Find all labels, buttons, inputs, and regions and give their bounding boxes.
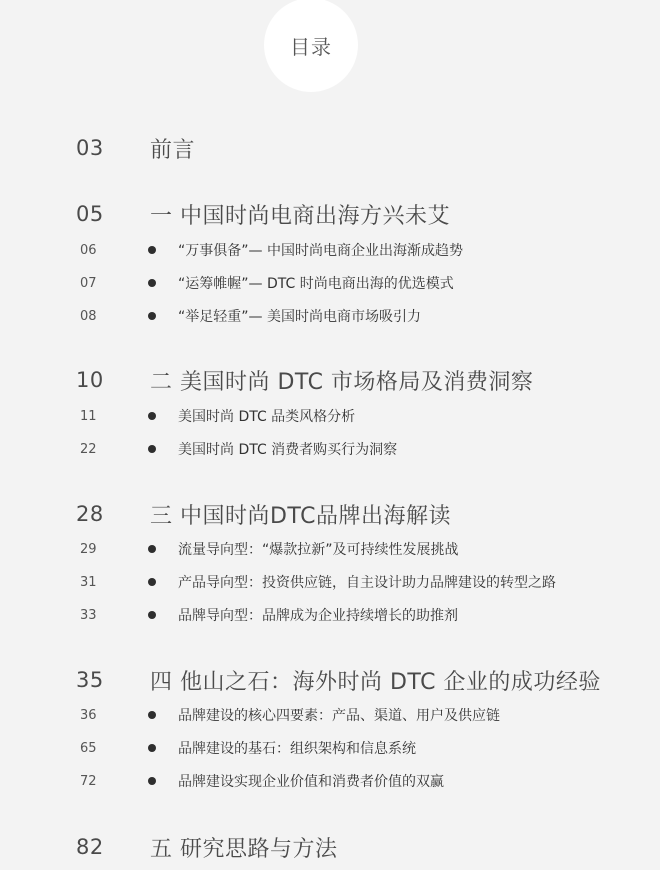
entry-title: 产品导向型：投资供应链，自主设计助力品牌建设的转型之路 [178,575,556,591]
toc-entry[interactable] [0,539,660,559]
entry-title: “万事俱备”— 中国时尚电商企业出海渐成趋势 [178,243,463,259]
entry-page-number: 29 [80,541,97,557]
section-page-number: 03 [76,136,104,160]
toc-entry[interactable] [0,572,660,592]
toc-section-preface[interactable] [0,134,660,162]
toc-title: 目录 [290,34,332,59]
section-page-number: 35 [76,668,104,692]
entry-title: 美国时尚 DTC 消费者购买行为洞察 [178,442,398,458]
bullet-icon [148,545,156,553]
bullet-icon [148,777,156,785]
toc-entry[interactable] [0,273,660,293]
entry-page-number: 06 [80,242,97,258]
bullet-icon [148,744,156,752]
section-page-number: 28 [76,502,104,526]
entry-page-number: 08 [80,308,97,324]
entry-page-number: 33 [80,607,97,623]
entry-title: “举足轻重”— 美国时尚电商市场吸引力 [178,309,421,325]
entry-title: 品牌导向型：品牌成为企业持续增长的助推剂 [178,608,458,624]
entry-title: 美国时尚 DTC 品类风格分析 [178,409,356,425]
bullet-icon [148,711,156,719]
entry-page-number: 72 [80,773,97,789]
section-title: 前言 [150,137,196,163]
entry-page-number: 31 [80,574,97,590]
toc-entry[interactable] [0,738,660,758]
toc-section-5[interactable] [0,833,660,861]
section-title: 五 研究思路与方法 [150,836,338,862]
entry-page-number: 07 [80,275,97,291]
bullet-icon [148,279,156,287]
toc-entry[interactable] [0,705,660,725]
section-title: 二 美国时尚 DTC 市场格局及消费洞察 [150,369,534,395]
bullet-icon [148,611,156,619]
entry-title: 品牌建设实现企业价值和消费者价值的双赢 [178,774,444,790]
bullet-icon [148,412,156,420]
section-title: 一 中国时尚电商出海方兴未艾 [150,203,450,229]
toc-entry[interactable] [0,240,660,260]
section-page-number: 10 [76,368,104,392]
section-page-number: 05 [76,202,104,226]
entry-page-number: 22 [80,441,97,457]
toc-section-3[interactable] [0,500,660,528]
bullet-icon [148,578,156,586]
toc-section-4[interactable] [0,666,660,694]
entry-page-number: 11 [80,408,97,424]
section-title: 四 他山之石：海外时尚 DTC 企业的成功经验 [150,669,601,695]
section-title: 三 中国时尚DTC品牌出海解读 [150,503,451,529]
bullet-icon [148,246,156,254]
toc-entry[interactable] [0,406,660,426]
toc-section-2[interactable] [0,366,660,394]
entry-title: 流量导向型：“爆款拉新”及可持续性发展挑战 [178,542,459,558]
bullet-icon [148,312,156,320]
toc-section-1[interactable] [0,200,660,228]
toc-entry[interactable] [0,771,660,791]
entry-page-number: 36 [80,707,97,723]
entry-title: 品牌建设的基石：组织架构和信息系统 [178,741,416,757]
entry-page-number: 65 [80,740,97,756]
toc-entry[interactable] [0,306,660,326]
entry-title: “运筹帷幄”— DTC 时尚电商出海的优选模式 [178,276,454,292]
section-page-number: 82 [76,835,104,859]
toc-entry[interactable] [0,439,660,459]
entry-title: 品牌建设的核心四要素：产品、渠道、用户及供应链 [178,708,500,724]
toc-entry[interactable] [0,605,660,625]
bullet-icon [148,445,156,453]
